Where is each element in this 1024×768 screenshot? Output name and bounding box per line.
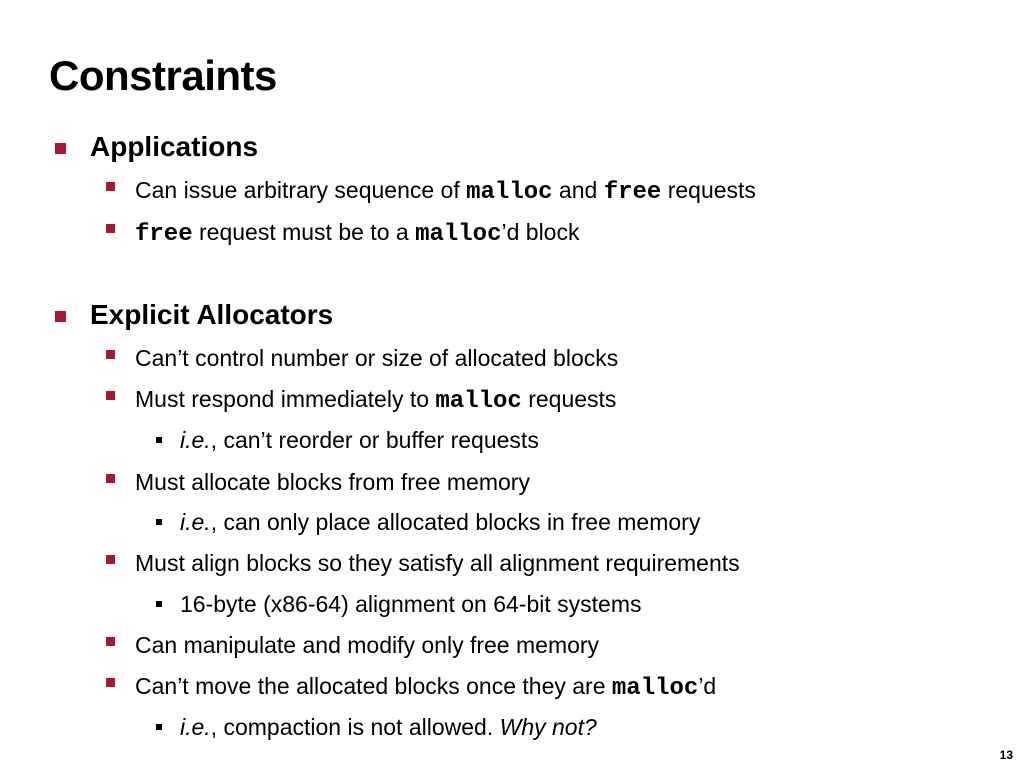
page-number: 13 <box>999 748 1013 762</box>
code-malloc: malloc <box>466 179 553 206</box>
section-bullet <box>55 311 66 322</box>
sub-item-bullet <box>156 601 162 607</box>
item-bullet <box>106 678 115 687</box>
explicit-item-1: Can’t control number or size of allocated blocks <box>135 345 619 371</box>
item-bullet <box>106 182 115 191</box>
explicit-item-2: Must respond immediately to malloc requests <box>135 386 617 415</box>
item-bullet <box>106 350 115 359</box>
section-bullet <box>55 143 66 154</box>
item-bullet <box>106 474 115 483</box>
applications-item-2: free request must be to a malloc’d block <box>135 219 580 248</box>
sub-item-bullet <box>156 437 162 443</box>
section-heading-explicit-allocators: Explicit Allocators <box>90 299 334 330</box>
item-bullet <box>106 637 115 646</box>
code-malloc: malloc <box>435 388 522 415</box>
section-heading-applications: Applications <box>90 131 259 162</box>
code-malloc: malloc <box>611 675 699 702</box>
explicit-item-3: Must allocate blocks from free memory <box>135 469 530 495</box>
sub-item-bullet <box>156 724 162 730</box>
sub-item-bullet <box>156 519 162 525</box>
explicit-item-6: Can’t move the allocated blocks once they are malloc’d <box>135 673 717 702</box>
explicit-item-2-sub: i.e., can’t reorder or buffer requests <box>180 427 539 453</box>
slide-title: Constraints <box>49 52 277 99</box>
explicit-item-5: Can manipulate and modify only free memory <box>135 632 600 658</box>
code-free: free <box>135 221 193 248</box>
explicit-item-3-sub: i.e., can only place allocated blocks in free memory <box>180 509 701 535</box>
item-bullet <box>106 555 115 564</box>
explicit-item-4-sub: 16-byte (x86-64) alignment on 64-bit systems <box>180 591 642 617</box>
explicit-item-6-sub: i.e., compaction is not allowed. Why not? <box>180 714 597 740</box>
code-malloc: malloc <box>415 221 502 248</box>
code-free: free <box>603 179 662 206</box>
explicit-item-4: Must align blocks so they satisfy all alignment requirements <box>135 550 740 576</box>
applications-item-1: Can issue arbitrary sequence of malloc and free requests <box>135 177 756 206</box>
item-bullet <box>106 224 115 233</box>
item-bullet <box>106 391 115 400</box>
